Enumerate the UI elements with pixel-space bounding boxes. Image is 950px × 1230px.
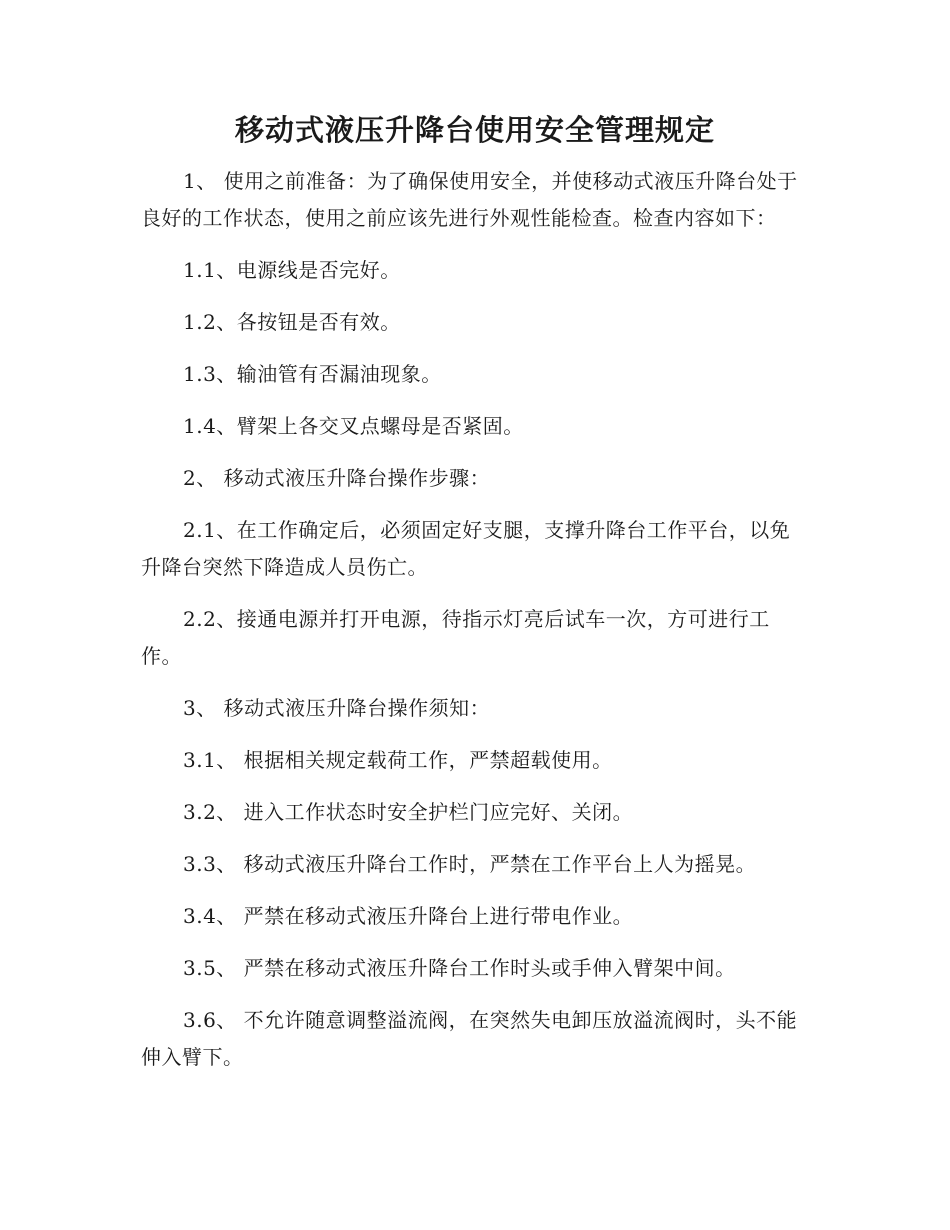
paragraph-3-4: 3.4、 严禁在移动式液压升降台上进行带电作业。 [183,904,634,928]
paragraph-3-2: 3.2、 进入工作状态时安全护栏门应完好、关闭。 [183,800,634,824]
paragraph-3-6: 3.6、 不允许随意调整溢流阀，在突然失电卸压放溢流阀时，头不能伸入臂下。 [141,1008,798,1069]
paragraph-3-1: 3.1、 根据相关规定载荷工作，严禁超载使用。 [183,748,613,772]
paragraph-3-3: 3.3、 移动式液压升降台工作时，严禁在工作平台上人为摇晃。 [183,852,757,876]
paragraph-3: 3、 移动式液压升降台操作须知： [183,696,491,720]
paragraph-1-4: 1.4、臂架上各交叉点螺母是否紧固。 [183,414,524,438]
paragraph-2-2: 2.2、接通电源并打开电源，待指示灯亮后试车一次，方可进行工作。 [141,607,770,668]
paragraph-3-5: 3.5、 严禁在移动式液压升降台工作时头或手伸入臂架中间。 [183,956,736,980]
document-body [141,163,809,1091]
document-title: 移动式液压升降台使用安全管理规定 [234,113,715,147]
paragraph-1-1: 1.1、电源线是否完好。 [183,258,401,282]
paragraph-1: 1、 使用之前准备：为了确保使用安全，并使移动式液压升降台处于良好的工作状态，使用之前应该先进行外观性能检查。检查内容如下： [141,169,798,230]
paragraph-1-2: 1.2、各按钮是否有效。 [183,310,401,334]
paragraph-1-3: 1.3、输油管有否漏油现象。 [183,362,442,386]
paragraph-2: 2、 移动式液压升降台操作步骤： [183,466,491,490]
paragraph-2-1: 2.1、在工作确定后，必须固定好支腿，支撑升降台工作平台，以免升降台突然下降造成人员伤亡。 [141,518,791,579]
